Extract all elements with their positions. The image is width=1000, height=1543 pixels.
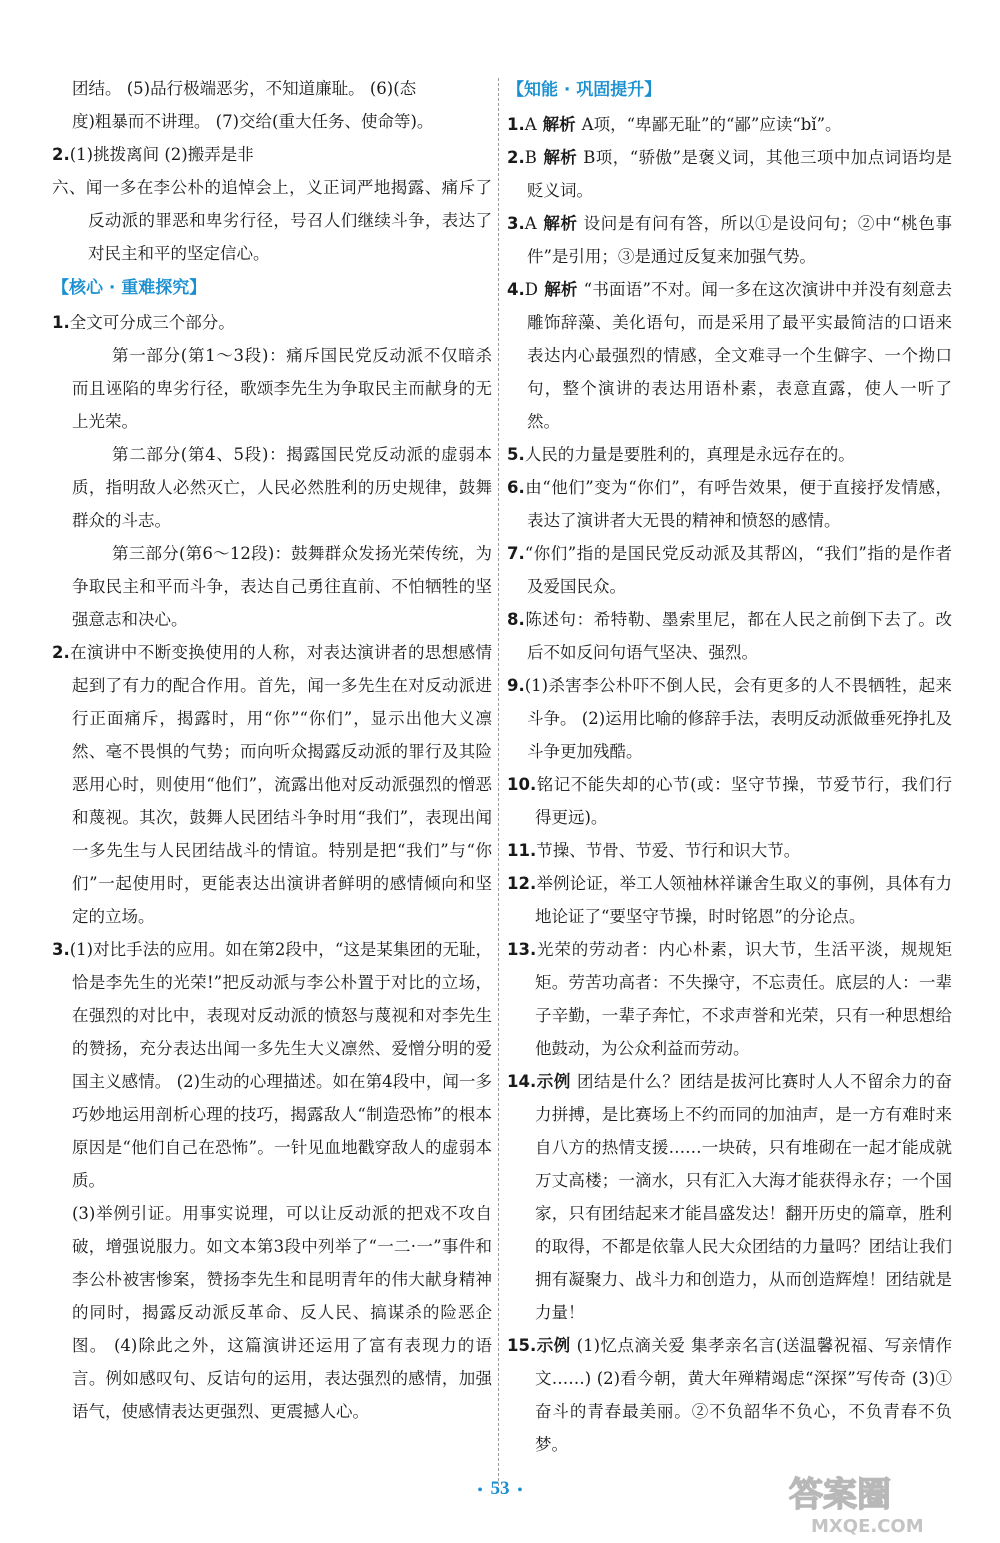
answer-item: 1.A 解析 A项，“卑鄙无耻”的“鄙”应读“bǐ”。 (507, 115, 842, 134)
dot-icon: • (517, 1483, 523, 1498)
section-heading-core: 【核心 · 重难探究】 (52, 278, 207, 298)
watermark-url: MXQE.COM (811, 1516, 924, 1537)
dot-icon: • (477, 1483, 483, 1498)
answer-item: 13.光荣的劳动者：内心朴素，识大节，生活平淡，规规矩矩。劳苦功高者：不失操守，不忘责任。底层的人：一辈子辛勤，一辈子奔忙，不求声誉和光荣，只有一种思想给他鼓动，为公众利益而劳动。 (507, 940, 952, 1058)
answer-item: 14.示例 团结是什么？团结是拔河比赛时人人不留余力的奋力拼搏，是比赛场上不约而同的加油声，是一方有难时来自八方的热情支援……一块砖，只有堆砌在一起才能成就万丈高楼；一滴水，只有汇入大海才能获得永存；一个国家，只有团结起来才能昌盛发达！翻开历史的篇章，胜利的取得，不都是依靠人民大众团结的力量吗？团结让我们拥有凝聚力、战斗力和创造力，从而创造辉煌！团结就是力量！ (507, 1072, 953, 1322)
answer-item: 11.节操、节骨、节爱、节行和识大节。 (507, 841, 801, 860)
example-label: 示例 (536, 1072, 571, 1091)
answer-item: 12.举例论证，举工人领袖林祥谦舍生取义的事例，具体有力地论证了“要坚守节操，时时铭恩”的分论点。 (507, 874, 952, 926)
left-column (52, 72, 492, 1428)
answer-item: 2.在演讲中不断变换使用的人称，对表达演讲者的思想感情起到了有力的配合作用。首先，闻一多先生在对反动派进行正面痛斥，揭露时，用“你”“你们”，显示出他大义凛然、毫不畏惧的气势；而向听众揭露反动派的罪行及其险恶用心时，则使用“他们”，流露出他对反动派强烈的憎恶和蔑视。其次，鼓舞人民团结斗争时用“我们”，表现出闻一多先生与人民团结战斗的情谊。特别是把“我们”与“你们”一起使用时，更能表达出演讲者鲜明的感情倾向和坚定的立场。 (52, 643, 492, 926)
paragraph: 第二部分(第4、5段)：揭露国民党反动派的虚弱本质，指明敌人必然灭亡，人民必然胜利的历史规律，鼓舞群众的斗志。 (72, 445, 492, 530)
answer-item: 3.A 解析 设问是有问有答，所以①是设问句；②中“桃色事件”是引用；③是通过反复来加强气势。 (507, 214, 953, 266)
answer-item: 6.由“他们”变为“你们”，有呼告效果，便于直接抒发情感，表达了演讲者大无畏的精神和愤怒的感情。 (507, 478, 952, 530)
text-line: 团结。 (5)品行极端恶劣，不知道廉耻。 (6)(态 (72, 79, 417, 98)
answer-item: 2.(1)挑拨离间 (2)搬弄是非 (52, 145, 254, 164)
answer-item: 1.全文可分成三个部分。 (52, 313, 235, 332)
answer-item: 2.B 解析 B项，“骄傲”是褒义词，其他三项中加点词语均是贬义词。 (507, 148, 953, 200)
right-column (507, 72, 952, 1461)
watermark-logo (781, 1468, 986, 1538)
answer-item: 9.(1)杀害李公朴吓不倒人民，会有更多的人不畏牺牲，起来斗争。 (2)运用比喻的修辞手法，表明反动派做垂死挣扎及斗争更加残酷。 (507, 676, 952, 761)
analysis-label: 解析 (542, 214, 578, 233)
answer-item: 六、闻一多在李公朴的追悼会上，义正词严地揭露、痛斥了反动派的罪恶和卑劣行径，号召人们继续斗争，表达了对民主和平的坚定信心。 (52, 178, 493, 263)
answer-item: 4.D 解析 “书面语”不对。闻一多在这次演讲中并没有刻意去雕饰辞藻、美化语句，而是采用了最平实最简洁的口语来表达内心最强烈的情感，全文难寻一个生僻字、一个拗口句，整个演讲的表达用语朴素，表意直露，使人一听了然。 (507, 280, 953, 431)
paragraph: (3)举例引证。用事实说理，可以让反动派的把戏不攻自破，增强说服力。如文本第3段中列举了“一二·一”事件和李公朴被害惨案，赞扬李先生和昆明青年的伟大献身精神的同时，揭露反动派反革命、反人民、搞谋杀的险恶企图。 (4)除此之外，这篇演讲还运用了富有表现力的语言。例如感叹句、反诘句的运用，表达强烈的感情，加强语气，使感情表达更强烈、更震撼人心。 (72, 1204, 492, 1421)
answer-item: 3.(1)对比手法的应用。如在第2段中，“这是某集团的无耻，恰是李先生的光荣!”把反动派与李公朴置于对比的立场，在强烈的对比中，表现对反动派的愤怒与蔑视和对李先生的赞扬，充分表达出闻一多先生大义凛然、爱憎分明的爱国主义感情。 (2)生动的心理描述。如在第4段中，闻一多巧妙地运用剖析心理的技巧，揭露敌人“制造恐怖”的根本原因是“他们自己在恐怖”。一针见血地戳穿敌人的虚弱本质。 (52, 940, 492, 1190)
watermark-logo-text: 答案圈 (789, 1475, 891, 1515)
column-divider (498, 78, 499, 1486)
analysis-label: 解析 (542, 148, 578, 167)
answer-item: 8.陈述句：希特勒、墨索里尼，都在人民之前倒下去了。改后不如反问句语气坚决、强烈。 (507, 610, 952, 662)
analysis-label: 解析 (542, 115, 576, 134)
answer-item: 7.“你们”指的是国民党反动派及其帮凶，“我们”指的是作者及爱国民众。 (507, 544, 952, 596)
answer-item: 5.人民的力量是要胜利的，真理是永远存在的。 (507, 445, 855, 464)
section-heading-practice: 【知能 · 巩固提升】 (507, 80, 662, 100)
paragraph: 第一部分(第1～3段)：痛斥国民党反动派不仅暗杀而且诬陷的卑劣行径，歌颂李先生为争取民主而献身的无上光荣。 (72, 346, 492, 431)
example-label: 示例 (536, 1336, 571, 1355)
text-line: 度)粗暴而不讲理。 (7)交给(重大任务、使命等)。 (72, 112, 434, 131)
paragraph: 第三部分(第6～12段)：鼓舞群众发扬光荣传统，为争取民主和平而斗争，表达自己勇往直前、不怕牺牲的坚强意志和决心。 (72, 544, 492, 629)
page-number: • 53 • (477, 1478, 523, 1499)
answer-item: 15.示例 (1)忆点滴关爱 集孝亲名言(送温馨祝福、写亲情作文……) (2)看今朝，黄大年殚精竭虑“深探”写传奇 (3)①奋斗的青春最美丽。②不负韶华不负心，不负青春不负梦。 (507, 1336, 952, 1454)
answer-item: 10.铭记不能失却的心节(或：坚守节操，节爱节行，我们行得更远)。 (507, 775, 952, 827)
analysis-label: 解析 (543, 280, 578, 299)
